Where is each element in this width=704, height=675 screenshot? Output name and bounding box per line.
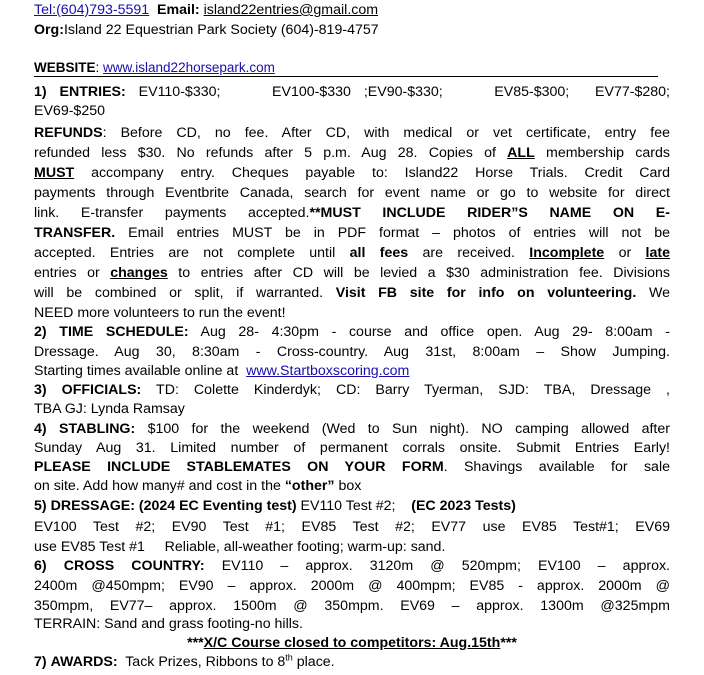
xc-closed-stars-right: *** — [500, 635, 517, 651]
stabling-line-3 — [34, 458, 670, 476]
refunds-line-8 — [34, 264, 670, 282]
dressage-line-2: EV100 Test #2; EV90 Test #1; EV85 Test #2; EV77 use EV85 Test#1; EV69 — [34, 519, 670, 535]
refunds-text-2-end: membership cards — [546, 145, 670, 161]
org-text: Island 22 Equestrian Park Society (604)-819-4757 — [63, 22, 379, 38]
header-divider — [34, 76, 658, 77]
refunds-text-9a: will be combined or split, if warranted. — [34, 285, 324, 301]
dressage-text-1: EV110 Test #2; — [300, 498, 396, 514]
time-line-2: Dressage. Aug 30, 8:30am - Cross-country. Aug 31st, 8:00am – Show Jumping. — [34, 344, 670, 360]
officials-text-1: TD: Colette Kinderdyk; CD: Barry Tyerman, SJD: TBA, Dressage , — [156, 382, 670, 398]
refunds-text-2: refunded less $30. No refunds after 5 p.m. Aug 28. Copies of — [34, 145, 496, 161]
entries-line-1 — [34, 83, 670, 101]
contact-line — [34, 1, 378, 19]
dressage-line-1 — [34, 497, 516, 515]
entries-number: 1) — [34, 84, 47, 100]
stabling-text-3: . Shavings available for sale — [443, 459, 670, 475]
refunds-all: ALL — [507, 145, 535, 161]
refunds-text-7b: are received. — [422, 245, 515, 261]
dressage-ec-2023: (EC 2023 Tests) — [411, 498, 516, 514]
refunds-incomplete: Incomplete — [529, 245, 605, 261]
time-line-1 — [34, 323, 670, 341]
refunds-fb-volunteer: Visit FB site for info on volunteering. — [335, 285, 637, 301]
refunds-line-4: payments through Eventbrite Canada, search for event name or go to website for direct — [34, 185, 670, 201]
tel-link[interactable]: Tel:(604)793-5591 — [34, 2, 150, 18]
xc-number: 6) — [34, 558, 47, 574]
refunds-all-fees: all fees — [349, 245, 409, 261]
refunds-text-9b: We — [648, 285, 670, 301]
stabling-stablemates: PLEASE INCLUDE STABLEMATES ON YOUR FORM — [34, 459, 444, 475]
stabling-text-4-end: box — [338, 478, 362, 494]
refunds-rider-name-notice: **MUST INCLUDE RIDER”S NAME ON E- — [309, 205, 670, 221]
xc-heading: CROSS COUNTRY: — [63, 558, 205, 574]
website-link[interactable]: www.island22horsepark.com — [103, 60, 275, 75]
refunds-text-1: : Before CD, no fee. After CD, with medical or vet certificate, entry fee — [102, 125, 670, 141]
entries-heading: ENTRIES: — [59, 84, 126, 100]
xc-line-2: 2400m @450mpm; EV90 – approx. 2000m @ 400mpm; EV85 - approx. 2000m @ — [34, 578, 670, 594]
refunds-line-6 — [34, 224, 670, 242]
dressage-number: 5) — [34, 498, 47, 514]
startbox-link[interactable]: www.Startboxscoring.com — [246, 363, 410, 379]
time-number: 2) — [34, 324, 47, 340]
awards-text: Tack Prizes, Ribbons to 8 — [125, 654, 286, 670]
stabling-heading: STABLING: — [59, 421, 136, 437]
officials-line-1 — [34, 381, 670, 399]
entries-fees: EV110-$330; EV100-$330 ;EV90-$330; EV85-$300; EV77-$280; — [138, 84, 670, 100]
refunds-line-1 — [34, 124, 670, 142]
xc-closed-stars-left: *** — [187, 635, 204, 651]
refunds-line-10: NEED more volunteers to run the event! — [34, 305, 286, 321]
stabling-line-1 — [34, 420, 670, 438]
stabling-number: 4) — [34, 421, 47, 437]
refunds-transfer: TRANSFER. — [34, 225, 116, 241]
stabling-other: “other” — [284, 478, 335, 494]
xc-line-3: 350mpm, EV77– approx. 1500m @ 350mpm. EV69 – approx. 1300m @325mpm — [34, 598, 670, 614]
dressage-heading: DRESSAGE: (2024 EC Eventing test) — [50, 498, 297, 514]
refunds-line-7 — [34, 244, 670, 262]
refunds-changes: changes — [110, 265, 168, 281]
refunds-text-8a: entries or — [34, 265, 100, 281]
refunds-line-3 — [34, 164, 670, 182]
time-line-3 — [34, 362, 409, 380]
officials-number: 3) — [34, 382, 47, 398]
stabling-text-1: $100 for the weekend (Wed to Sun night). NO camping allowed after — [147, 421, 670, 437]
website-label: WEBSITE — [34, 60, 96, 75]
awards-heading: AWARDS: — [50, 654, 118, 670]
awards-line — [34, 653, 335, 671]
refunds-line-5 — [34, 204, 670, 222]
dressage-line-3: use EV85 Test #1 Reliable, all-weather footing; warm-up: sand. — [34, 539, 446, 555]
refunds-text-8b: to entries after CD will be levied a $30 administration fee. Divisions — [178, 265, 670, 281]
time-heading: TIME SCHEDULE: — [59, 324, 189, 340]
officials-line-2: TBA GJ: Lynda Ramsay — [34, 401, 185, 417]
refunds-text-6: Email entries MUST be in PDF format – photos of entries will not be — [128, 225, 670, 241]
awards-text-end: place. — [296, 654, 335, 670]
awards-number: 7) — [34, 654, 47, 670]
xc-closed-notice — [0, 634, 704, 652]
entries-line-2: EV69-$250 — [34, 103, 105, 119]
refunds-text-5: link. E-transfer payments accepted. — [34, 205, 310, 221]
awards-superscript: th — [285, 652, 293, 663]
stabling-text-4: on site. Add how many# and cost in the — [34, 478, 281, 494]
org-label: Org: — [34, 22, 64, 38]
xc-text-1: EV110 – approx. 3120m @ 520mpm; EV100 – approx. — [221, 558, 670, 574]
refunds-line-9 — [34, 284, 670, 302]
officials-heading: OFFICIALS: — [61, 382, 142, 398]
stabling-line-2: Sunday Aug 31. Limited number of permanent corrals onsite. Submit Entries Early! — [34, 440, 670, 456]
refunds-late: late — [645, 245, 670, 261]
time-text-1: Aug 28- 4:30pm - course and office open. Aug 29- 8:00am - — [200, 324, 670, 340]
refunds-text-7a: accepted. Entries are not complete until — [34, 245, 336, 261]
time-text-3: Starting times available online at — [34, 363, 239, 379]
xc-line-1 — [34, 557, 670, 575]
refunds-heading: REFUNDS — [34, 125, 103, 141]
refunds-must: MUST — [34, 165, 75, 181]
stabling-line-4 — [34, 477, 361, 495]
refunds-line-2 — [34, 144, 670, 162]
email-label: Email: — [157, 2, 200, 18]
xc-closed-text: X/C Course closed to competitors: Aug.15th — [203, 635, 501, 651]
refunds-text-7c: or — [618, 245, 632, 261]
website-line: WEBSITE: www.island22horsepark.com — [34, 60, 275, 75]
org-line — [34, 21, 379, 39]
refunds-text-3: accompany entry. Cheques payable to: Island22 Horse Trials. Credit Card — [91, 165, 670, 181]
xc-line-4: TERRAIN: Sand and grass footing-no hills. — [34, 616, 303, 632]
email-link[interactable]: island22entries@gmail.com — [203, 2, 379, 18]
